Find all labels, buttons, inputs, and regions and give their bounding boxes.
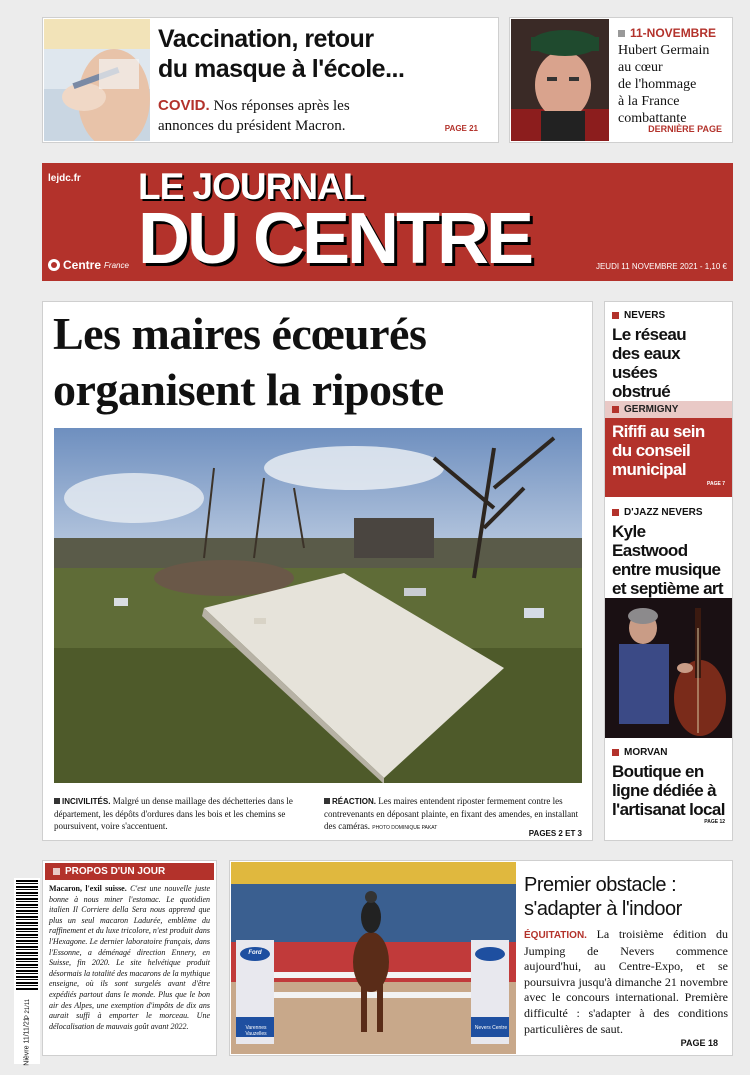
banner-left: Varennes Vauzelles (245, 1025, 267, 1037)
propos-header-label: PROPOS D'UN JOUR (65, 866, 166, 877)
main-photo-mattress (54, 428, 582, 783)
sidebar-title-line: entre musique (612, 560, 721, 579)
teaser-vaccination-headline (158, 24, 498, 84)
sidebar-title-line: Rififi au sein (612, 422, 705, 441)
main-story[interactable] (42, 301, 593, 841)
ford-logo: Ford (248, 950, 262, 956)
sidebar-tag-label: D'JAZZ NEVERS (624, 507, 703, 518)
header-square-icon (53, 868, 60, 875)
sidebar-title-line: Boutique en (612, 762, 704, 781)
masthead-site: lejdc.fr (48, 173, 81, 184)
sidebar-title-line: des eaux usées (612, 344, 680, 382)
teaser-11-novembre[interactable] (509, 17, 733, 143)
caption-square-icon (54, 798, 60, 804)
masthead (42, 163, 733, 281)
teaser-vaccination-page: PAGE 21 (444, 124, 478, 133)
masthead-brand (48, 258, 129, 272)
equitation-body: La troisième édition du Jumping de Nevers commence aujourd'hui, au Centre-Expo, et se poursuivra jusqu'à dimanche 21 novembre avec le concours international. Première difficulté : s'adapter à des conditions particulières de saut. (524, 927, 729, 1036)
teaser-text-line2: annonces du président Macron. (158, 118, 346, 134)
main-headline-line2: organisent la riposte (53, 364, 444, 415)
teaser-kicker: COVID. (158, 97, 210, 114)
teaser-text-line1: Nos réponses après les (213, 98, 350, 114)
sidebar-tag (612, 310, 725, 321)
sidebar-tag-label: MORVAN (624, 747, 668, 758)
barcode (14, 878, 40, 1064)
sidebar-title-line: municipal (612, 460, 686, 479)
kyle-eastwood-photo (605, 598, 732, 738)
sidebar-title-line: Le réseau (612, 325, 686, 344)
caption-square-icon (324, 798, 330, 804)
equitation-story[interactable] (229, 860, 733, 1056)
teaser-line: à la France (618, 94, 680, 109)
sidebar (604, 301, 733, 841)
hubert-germain-photo (511, 19, 609, 141)
equitation-headline-line2: s'adapter à l'indoor (524, 898, 682, 920)
barcode-text: Nièvre 11/11/21 (23, 1017, 31, 1066)
main-pages: PAGES 2 ET 3 (528, 829, 582, 838)
main-headline (53, 306, 588, 418)
sidebar-title-line: et septième art (612, 579, 723, 598)
sidebar-tag-label: GERMIGNY (624, 404, 679, 415)
tag-square-icon (612, 509, 619, 516)
teaser-11-novembre-page: DERNIÈRE PAGE (648, 124, 722, 134)
sidebar-title-line: l'artisanat local (612, 800, 725, 819)
propos-d-un-jour[interactable] (42, 860, 217, 1056)
equitation-text (524, 927, 728, 1037)
caption-left-kicker: INCIVILITÉS. (62, 797, 111, 806)
tag-square-icon (612, 406, 619, 413)
vaccination-photo (44, 19, 150, 141)
sidebar-title (612, 522, 725, 598)
sidebar-tag (605, 401, 732, 418)
masthead-brand-suffix: France (104, 260, 129, 270)
masthead-title-line1: LE JOURNAL (138, 166, 365, 207)
sidebar-title (612, 422, 725, 479)
banner-right: Nevers Centre (474, 1025, 508, 1031)
equitation-headline-line1: Premier obstacle : (524, 874, 677, 896)
masthead-brand-name: Centre (63, 258, 102, 272)
sidebar-page: PAGE 12 (704, 819, 725, 825)
sidebar-item-germigny[interactable] (605, 401, 732, 497)
main-headline-line1: Les maires écœurés (53, 308, 427, 359)
main-caption-left (54, 795, 312, 832)
caption-right-kicker: RÉACTION. (332, 797, 376, 806)
photo-credit: PHOTO DOMINIQUE PAKAT (372, 825, 438, 831)
teaser-line: combattante (618, 111, 687, 126)
teaser-headline-line2: du masque à l'école... (158, 55, 405, 83)
sidebar-tag (612, 747, 725, 758)
tag-square-icon (612, 749, 619, 756)
teaser-tag-label: 11-NOVEMBRE (630, 26, 717, 40)
teaser-line: au cœur (618, 60, 663, 75)
sidebar-title (612, 762, 725, 819)
caption-right-text: Les maires entendent riposter fermement contre les contrevenants en déposant plainte, en fixant des amendes, en installant des caméras. (324, 796, 579, 831)
teaser-11-novembre-text (618, 42, 732, 127)
propos-lead: Macaron, l'exil suisse. (49, 884, 127, 893)
barcode-code: P 21/11 (25, 998, 31, 1020)
sidebar-page: PAGE 7 (707, 481, 725, 487)
tag-square-icon (612, 312, 619, 319)
sidebar-item-morvan[interactable] (605, 742, 732, 840)
sidebar-title-line: obstrué (612, 382, 671, 401)
sidebar-tag-label: NEVERS (624, 310, 666, 321)
propos-header (45, 863, 214, 880)
equitation-page: PAGE 18 (680, 1038, 718, 1048)
propos-body: C'est une nouvelle juste bonne à nous miner l'estomac. Le quotidien italien Il Corriere della Sera nous apprend que plus un seul macaron Ladurée, emblème du raffinement et du luxe tricolore, n'est produit dans l'Hexagone. Le dernier laboratoire français, dans l'Essonne, a déménagé direction Ennery, en Suisse, fin 2020. Le site helvétique produit désormais la totalité des macarons de la mythique enseigne, où ils sont surgelés avant d'être expédiés partout dans le monde. Plus que le bon air des Alpes, une exemption d'impôts de dix ans aurait suffi à emporter le morceau. Une délocalisation de mauvais goût avant 2022. (49, 884, 210, 1031)
masthead-title (138, 166, 618, 279)
equitation-kicker: ÉQUITATION. (524, 930, 587, 941)
teaser-11-novembre-tag (618, 26, 716, 40)
propos-text (43, 882, 216, 1034)
sidebar-title (612, 325, 725, 401)
sidebar-title-line: du conseil (612, 441, 691, 460)
teaser-headline-line1: Vaccination, retour (158, 25, 374, 53)
tag-square-icon (618, 30, 625, 37)
equitation-headline (524, 873, 728, 921)
barcode-bars-icon (16, 880, 38, 990)
caption-left-text: Malgré un dense maillage des déchetteries dans le département, les dépôts d'ordures dans les bois et les chemins se poursuivent, voire s'accentuent. (54, 796, 293, 831)
sidebar-item-djazz[interactable] (605, 502, 732, 596)
sidebar-item-nevers[interactable] (605, 302, 732, 400)
sidebar-title-line: ligne dédiée à (612, 781, 717, 800)
sidebar-tag (612, 507, 725, 518)
sidebar-title-line: Kyle Eastwood (612, 522, 688, 560)
centre-france-logo-icon (48, 259, 60, 271)
teaser-line: Hubert Germain (618, 43, 710, 58)
masthead-title-line2: DU CENTRE (138, 199, 532, 279)
teaser-line: de l'hommage (618, 77, 697, 92)
teaser-vaccination[interactable] (42, 17, 499, 143)
masthead-date-price: JEUDI 11 NOVEMBRE 2021 - 1,10 € (595, 262, 727, 271)
